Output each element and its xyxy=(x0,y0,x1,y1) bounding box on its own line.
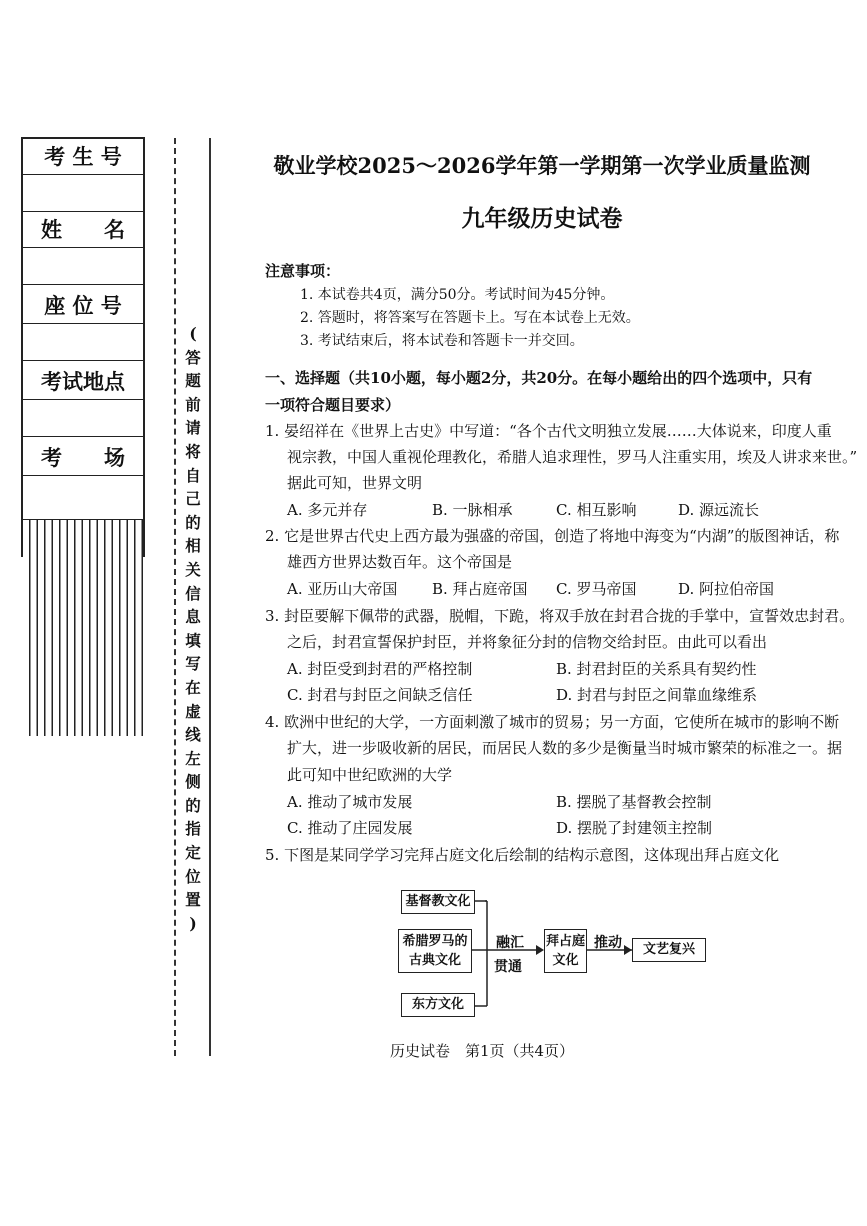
field-seat-label: 座 位 号 xyxy=(23,288,143,324)
question-1-text: 视宗教，中国人重视伦理教化，希腊人追求理性，罗马人注重实用，埃及人讲求来世。” xyxy=(287,448,858,466)
q2-option-c: C. 罗马帝国 xyxy=(556,580,637,598)
question-4-text: 扩大，进一步吸收新的居民，而居民人数的多少是衡量当时城市繁荣的标准之一。据 xyxy=(287,739,843,757)
notice-heading: 注意事项： xyxy=(265,262,341,280)
label-merge: 融汇 xyxy=(496,935,524,951)
question-1-text: 1. 晏绍祥在《世界上古史》中写道：“各个古代文明独立发展……大体说来，印度人重 xyxy=(265,422,832,440)
byzantine-culture-diagram xyxy=(395,885,725,1020)
q1-option-c: C. 相互影响 xyxy=(556,501,637,519)
label-promote: 推动 xyxy=(594,935,622,951)
question-1-text: 据此可知，世界文明 xyxy=(287,474,423,492)
box-renaissance: 文艺复兴 xyxy=(632,938,706,962)
field-name-blank[interactable] xyxy=(23,248,143,285)
notice-item: 1. 本试卷共4页，满分50分。考试时间为45分钟。 xyxy=(300,287,615,303)
q4-option-d: D. 摆脱了封建领主控制 xyxy=(556,819,713,837)
exam-subtitle: 九年级历史试卷 xyxy=(461,205,623,232)
q1-option-a: A. 多元并存 xyxy=(287,501,368,519)
question-4-text: 4. 欧洲中世纪的大学，一方面刺激了城市的贸易；另一方面，它使所在城市的影响不断 xyxy=(265,713,840,731)
question-4-text: 此可知中世纪欧洲的大学 xyxy=(287,766,453,784)
question-2-text: 雄西方世界达数百年。这个帝国是 xyxy=(287,553,513,571)
page-footer: 历史试卷 第1页（共4页） xyxy=(389,1042,575,1060)
q3-option-b: B. 封君封臣的关系具有契约性 xyxy=(556,660,757,678)
box-greco-roman-culture: 希腊罗马的 古典文化 xyxy=(398,929,472,973)
label-merge-cont: 贯通 xyxy=(494,959,522,975)
field-name-label: 姓 名 xyxy=(23,212,143,248)
field-exam-number-label: 考 生 号 xyxy=(23,139,143,175)
q1-option-b: B. 一脉相承 xyxy=(432,501,513,519)
q3-option-a: A. 封臣受到封君的严格控制 xyxy=(287,660,473,678)
box-eastern-culture: 东方文化 xyxy=(401,993,475,1017)
box-byzantine-culture: 拜占庭 文化 xyxy=(544,929,587,973)
field-exam-room-label: 考 场 xyxy=(23,440,143,476)
dashed-cut-line xyxy=(174,138,176,1056)
q3-option-c: C. 封君与封臣之间缺乏信任 xyxy=(287,686,473,704)
field-exam-site-label: 考试地点 xyxy=(23,364,143,400)
q4-option-a: A. 推动了城市发展 xyxy=(287,793,413,811)
margin-line xyxy=(209,138,211,1056)
q2-option-a: A. 亚历山大帝国 xyxy=(287,580,398,598)
q1-option-d: D. 源远流长 xyxy=(678,501,760,519)
question-3-text: 之后，封君宣誓保护封臣，并将象征分封的信物交给封臣。由此可以看出 xyxy=(287,633,768,651)
q2-option-b: B. 拜占庭帝国 xyxy=(432,580,528,598)
student-info-box xyxy=(21,137,145,557)
barcode-stripes xyxy=(23,520,143,736)
exam-title: 敬业学校2025～2026学年第一学期第一次学业质量监测 xyxy=(273,153,811,178)
q3-option-d: D. 封君与封臣之间靠血缘维系 xyxy=(556,686,758,704)
question-5-text: 5. 下图是某同学学习完拜占庭文化后绘制的结构示意图，这体现出拜占庭文化 xyxy=(265,846,780,864)
vertical-instruction: ( 答 题 前 请 将 自 己 的 相 关 信 息 填 写 在 虚 线 左 侧 的 指 定 位 置 ) xyxy=(185,324,201,933)
box-christian-culture: 基督教文化 xyxy=(401,890,475,914)
field-seat-blank[interactable] xyxy=(23,324,143,361)
field-exam-site-blank[interactable] xyxy=(23,400,143,437)
field-exam-room-blank[interactable] xyxy=(23,476,143,520)
q2-option-d: D. 阿拉伯帝国 xyxy=(678,580,775,598)
section-heading: 一、选择题（共10小题，每小题2分，共20分。在每小题给出的四个选项中，只有 xyxy=(265,369,813,387)
field-exam-number-blank[interactable] xyxy=(23,175,143,212)
notice-item: 2. 答题时，将答案写在答题卡上。写在本试卷上无效。 xyxy=(300,310,640,326)
section-heading-cont: 一项符合题目要求） xyxy=(265,396,401,414)
notice-item: 3. 考试结束后，将本试卷和答题卡一并交回。 xyxy=(300,333,584,349)
q4-option-c: C. 推动了庄园发展 xyxy=(287,819,413,837)
question-2-text: 2. 它是世界古代史上西方最为强盛的帝国，创造了将地中海变为“内湖”的版图神话，称 xyxy=(265,527,840,545)
question-3-text: 3. 封臣要解下佩带的武器，脱帽，下跪，将双手放在封君合拢的手掌中，宣誓效忠封君。 xyxy=(265,607,855,625)
q4-option-b: B. 摆脱了基督教会控制 xyxy=(556,793,712,811)
